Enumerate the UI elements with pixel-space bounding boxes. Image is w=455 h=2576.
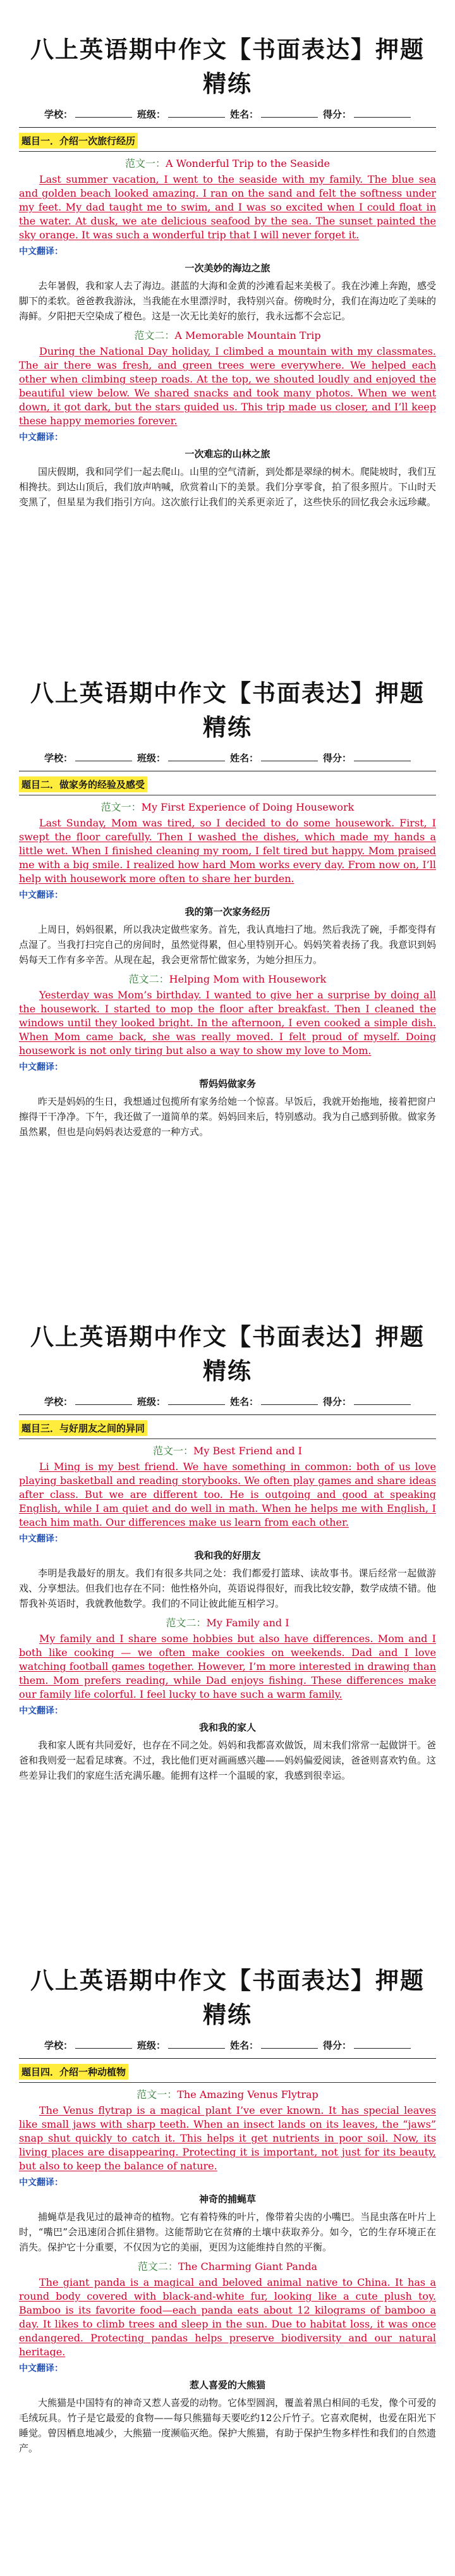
translation-title: 帮妈妈做家务: [198, 1078, 256, 1089]
translation-title: 神奇的捕蝇草: [198, 2193, 256, 2205]
sample-label: 范文一：: [125, 157, 166, 169]
name-field[interactable]: [230, 2039, 318, 2052]
english-essay: My family and I share some hobbies but also have differences. Mom and I both like cooking — we often make cookies on weekends. Dad and I love watching football games together. However, I’m more interested in drawing than them. Mom prefers reading, while Dad enjoys fishing. These differences make our family life colorful. I feel lucky to have such a warm family.: [19, 1633, 436, 1700]
translation-title: 我的第一次家务经历: [185, 906, 270, 917]
class-label: 班级：: [136, 109, 166, 120]
worksheet-page-1: [0, 0, 455, 644]
sample-essay-heading: [19, 1443, 436, 1457]
sample-essay-heading: [19, 328, 436, 342]
essay-title: My Best Friend and I: [193, 1445, 302, 1457]
class-field[interactable]: [137, 2039, 225, 2052]
class-field[interactable]: [137, 751, 225, 764]
english-essay: During the National Day holiday, I climbed a mountain with my classmates. The air there was fresh, and green trees were everywhere. We helped each other when climbing steep roads. At the top, we shouted loudly and enjoyed the beautiful view below. We shared snacks and took many photos. When we went down, it got dark, but the stars guided us. This trip made us closer, and I’ll keep these happy memories forever.: [19, 345, 436, 427]
page-title: 八上英语期中作文【书面表达】押题精练: [30, 36, 425, 97]
sample-label: 范文二：: [166, 1617, 207, 1629]
school-field[interactable]: [44, 1395, 132, 1408]
worksheet-page-3: [0, 1287, 455, 1931]
student-info-row: [19, 751, 436, 771]
chinese-translation: 我和家人既有共同爱好，也存在不同之处。妈妈和我都喜欢做饭，周末我们常常一起做饼干。爸爸和我则爱一起看足球赛。不过，我比他们更对画画感兴趣——妈妈偏爱阅读，爸爸则喜欢钓鱼。这些差异让我们的家庭生活充满乐趣。能拥有这样一个温暖的家，我感到很幸运。: [19, 1739, 437, 1781]
translation-title: 我和我的家人: [198, 1722, 256, 1733]
school-field[interactable]: [44, 2039, 132, 2052]
chinese-translation: 大熊猫是中国特有的神奇又惹人喜爱的动物。它体型圆润，覆盖着黑白相间的毛发，像个可爱的毛绒玩具。竹子是它最爱的食物——每只熊猫每天要吃约12公斤竹子。它喜欢爬树，也爱在阳光下睡觉。曾因栖息地减少，大熊猫一度濒临灭绝。保护大熊猫，有助于保护生物多样性和我们的自然遗产。: [19, 2397, 437, 2454]
name-field[interactable]: [230, 107, 318, 121]
chinese-translation: 昨天是妈妈的生日，我想通过包揽所有家务给她一个惊喜。早饭后，我就开始拖地，接着把窗户擦得干干净净。下午，我还做了一道简单的菜。妈妈回来后，特别感动。我为自己感到骄傲。做家务虽然累，但也是向妈妈表达爱意的一种方式。: [19, 1096, 437, 1138]
score-field[interactable]: [323, 751, 411, 764]
essay-title: The Charming Giant Panda: [178, 2260, 318, 2272]
translation-label: 中文翻译：: [19, 247, 63, 257]
score-label: 得分：: [322, 109, 351, 120]
score-label: 得分：: [322, 1396, 351, 1408]
page-title: 八上英语期中作文【书面表达】押题精练: [30, 680, 425, 741]
english-essay: Last summer vacation, I went to the seaside with my family. The blue sea and golden beach looked amazing. I ran on the sand and felt the softness under my feet. My dad taught me to swim, and I was so excited when I could float in the water. At dusk, we ate delicious seafood by the sea. The sunset painted the sky orange. It was such a wonderful trip that I will never forget it.: [19, 173, 436, 241]
sample-essay-heading: [19, 2259, 436, 2273]
score-label: 得分：: [322, 2040, 351, 2051]
school-field[interactable]: [44, 751, 132, 764]
essay-title: The Amazing Venus Flytrap: [177, 2088, 318, 2101]
class-label: 班级：: [136, 2040, 166, 2051]
score-field[interactable]: [323, 2039, 411, 2052]
score-field[interactable]: [323, 107, 411, 121]
translation-label: 中文翻译：: [19, 1062, 63, 1072]
translation-label: 中文翻译：: [19, 890, 63, 900]
essay-title: My First Experience of Doing Housework: [141, 801, 355, 813]
chinese-translation: 捕蝇草是我见过的最神奇的植物。它有着特殊的叶片，像带着尖齿的小嘴巴。当昆虫落在叶片上时，“嘴巴”会迅速闭合抓住猎物。这能帮助它在贫瘠的土壤中获取养分。如今，它的生存环境正在消失。保护它十分重要，不仅因为它的美丽，更因为这能维持自然的平衡。: [19, 2211, 437, 2253]
class-field[interactable]: [137, 1395, 225, 1408]
name-label: 姓名：: [229, 752, 258, 764]
english-essay: Last Sunday, Mom was tired, so I decided to do some housework. First, I swept the floor carefully. Then I washed the dishes, which made my hands a little wet. When I finished cleaning my room, I felt tired but happy. Mom praised me with a big smile. I realized how hard Mom works every day. From now on, I’ll help with housework more often to share her burden.: [19, 817, 436, 885]
sample-label: 范文一：: [153, 1445, 194, 1457]
class-label: 班级：: [136, 1396, 166, 1408]
topic-heading: 题目三．与好朋友之间的异同: [19, 1420, 147, 1436]
sample-label: 范文一：: [100, 801, 142, 813]
translation-title: 一次难忘的山林之旅: [185, 448, 270, 460]
school-label: 学校：: [44, 1396, 73, 1408]
name-field[interactable]: [230, 751, 318, 764]
sample-essay-heading: [19, 971, 436, 986]
topic-heading: 题目四．介绍一种动植物: [19, 2064, 128, 2080]
class-label: 班级：: [136, 752, 166, 764]
chinese-translation: 去年暑假，我和家人去了海边。湛蓝的大海和金黄的沙滩看起来美极了。我在沙滩上奔跑，感受脚下的柔软。爸爸教我游泳，当我能在水里漂浮时，我特别兴奋。傍晚时分，我们在海边吃了美味的海鲜。夕阳把天空染成了橙色。这是一次无比美好的旅行，我永远都不会忘记。: [19, 280, 437, 322]
school-field[interactable]: [44, 107, 132, 121]
name-label: 姓名：: [229, 1396, 258, 1408]
sample-label: 范文一：: [136, 2088, 178, 2101]
translation-title: 一次美妙的海边之旅: [185, 262, 270, 274]
worksheet-page-4: [0, 1931, 455, 2576]
english-essay: Li Ming is my best friend. We have something in common: both of us love playing basketball and reading storybooks. We often play games and share ideas after class. But we are different too. He is outgoing and good at speaking English, while I am quiet and do well in math. When he helps me with English, I teach him math. Our differences make us learn from each other.: [19, 1461, 436, 1528]
student-info-row: [19, 107, 436, 128]
sample-label: 范文二：: [128, 973, 169, 985]
english-essay: Yesterday was Mom’s birthday. I wanted to give her a surprise by doing all the housework. I started to mop the floor after breakfast. Then I cleaned the windows until they looked bright. In the afternoon, I even cooked a simple dish. When Mom came back, she was really moved. I felt proud of myself. Doing housework is not only tiring but also a way to show my love to Mom.: [19, 989, 436, 1057]
translation-label: 中文翻译：: [19, 1706, 63, 1716]
sample-essay-heading: [19, 2087, 436, 2101]
name-label: 姓名：: [229, 2040, 258, 2051]
english-essay: The giant panda is a magical and beloved animal native to China. It has a round body covered with black-and-white fur, looking like a cute plush toy. Bamboo is its favorite food—each panda eats about 12 kilograms of bamboo a day. It likes to climb trees and sleep in the sun. Due to habitat loss, it was once endangered. Protecting pandas helps preserve biodiversity and our natural heritage.: [19, 2276, 436, 2358]
name-label: 姓名：: [229, 109, 258, 120]
chinese-translation: 上周日，妈妈很累，所以我决定做些家务。首先，我认真地扫了地。然后我洗了碗，手都变得有点湿了。当我打扫完自己的房间时，虽然觉得累，但心里特别开心。妈妈笑着表扬了我。我意识到妈妈每天工作有多辛苦。从现在起，我会更常帮忙做家务，为她分担压力。: [19, 924, 437, 966]
name-field[interactable]: [230, 1395, 318, 1408]
essay-title: A Memorable Mountain Trip: [174, 329, 321, 341]
sample-essay-heading: [19, 1615, 436, 1629]
student-info-row: [19, 1395, 436, 1415]
translation-label: 中文翻译：: [19, 1534, 63, 1544]
translation-label: 中文翻译：: [19, 2364, 63, 2374]
sample-label: 范文二：: [137, 2260, 178, 2272]
score-label: 得分：: [322, 752, 351, 764]
school-label: 学校：: [44, 752, 73, 764]
chinese-translation: 李明是我最好的朋友。我们有很多共同之处：我们都爱打篮球、读故事书。课后经常一起做游戏、分享想法。但我们也存在不同：他性格外向，英语说得很好，而我比较安静，数学成绩不错。他帮我补英语时，我就教他数学。我们的不同让彼此能互相学习。: [19, 1567, 437, 1609]
sample-essay-heading: [19, 156, 436, 170]
score-field[interactable]: [323, 1395, 411, 1408]
school-label: 学校：: [44, 2040, 73, 2051]
essay-title: A Wonderful Trip to the Seaside: [166, 157, 330, 169]
translation-title: 我和我的好朋友: [194, 1550, 261, 1561]
topic-heading: 题目一．介绍一次旅行经历: [19, 133, 138, 149]
topic-heading: 题目二．做家务的经验及感受: [19, 776, 147, 792]
translation-label: 中文翻译：: [19, 2178, 63, 2188]
page-title: 八上英语期中作文【书面表达】押题精练: [30, 1967, 425, 2028]
class-field[interactable]: [137, 107, 225, 121]
sample-essay-heading: [19, 799, 436, 814]
worksheet-page-2: [0, 644, 455, 1287]
translation-label: 中文翻译：: [19, 432, 63, 443]
chinese-translation: 国庆假期，我和同学们一起去爬山。山里的空气清新，到处都是翠绿的树木。爬陡坡时，我们互相搀扶。到达山顶后，我们放声呐喊，欣赏着山下的美景。我们分享零食，拍了很多照片。下山时天变黑了，但星星为我们指引方向。这次旅行让我们的关系更亲近了，这些快乐的回忆我会永远珍藏。: [19, 466, 437, 508]
english-essay: The Venus flytrap is a magical plant I’ve ever known. It has special leaves like small jaws with sharp teeth. When an insect lands on its leaves, the “jaws” snap shut quickly to catch it. This helps it get nutrients in poor soil. Now, its living places are disappearing. Protecting it is important, not just for its beauty, but also to keep the balance of nature.: [19, 2104, 436, 2172]
school-label: 学校：: [44, 109, 73, 120]
page-title: 八上英语期中作文【书面表达】押题精练: [30, 1323, 425, 1385]
sample-label: 范文二：: [134, 329, 175, 341]
essay-title: My Family and I: [206, 1617, 289, 1629]
student-info-row: [19, 2039, 436, 2059]
translation-title: 惹人喜爱的大熊猫: [189, 2379, 265, 2391]
essay-title: Helping Mom with Housework: [169, 973, 327, 985]
